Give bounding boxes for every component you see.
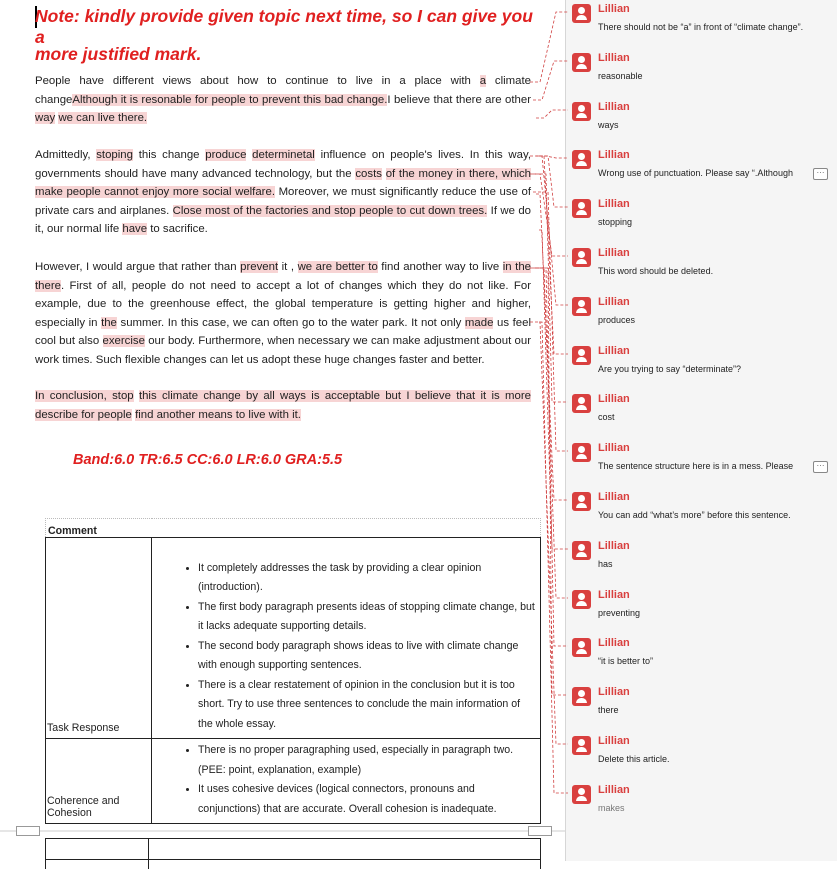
comment-author: Lillian xyxy=(598,101,630,113)
commented-text[interactable]: find another means to live with it. xyxy=(135,408,301,421)
commented-text[interactable]: costs xyxy=(355,167,382,180)
essay-text: find another way to live xyxy=(377,261,503,273)
comment-text: There should not be “a” in front of “climate change”. xyxy=(598,22,804,32)
comment-text: This word should be deleted. xyxy=(598,266,714,276)
essay-text: However, I would argue that rather than xyxy=(35,261,241,273)
comment-card[interactable] xyxy=(570,197,825,243)
comment-author: Lillian xyxy=(598,589,630,601)
criterion-feedback xyxy=(152,739,541,824)
commented-text[interactable]: produce xyxy=(205,149,247,161)
comment-card[interactable] xyxy=(570,148,825,194)
comment-text: has xyxy=(598,559,613,569)
user-avatar-icon xyxy=(572,687,591,706)
comment-author: Lillian xyxy=(598,686,630,698)
comment-card[interactable] xyxy=(570,734,825,780)
feedback-bullet: • It uses cohesive devices (logical connectors, pronouns and conjunctions) that are accurate. Overall cohesion is inadequate. xyxy=(198,780,536,819)
table-row xyxy=(46,538,541,739)
comment-author: Lillian xyxy=(598,540,630,552)
comment-card[interactable] xyxy=(570,392,825,438)
comment-text: You can add “what’s more” before this sentence. xyxy=(598,510,791,520)
essay-text: . First of all, people do not need to accept a lot of changes which they do not like. For example, due to the greenhouse effect, the global temperature is getting higher and higher, especially in xyxy=(35,279,531,329)
essay-text: to sacrifice. xyxy=(147,223,208,236)
commented-text[interactable]: a xyxy=(479,75,487,87)
commented-text[interactable]: in the there xyxy=(35,261,531,292)
feedback-bullet: • The first body paragraph presents ideas of stopping climate change, but it lacks adequate supporting details. xyxy=(198,598,536,637)
user-avatar-icon xyxy=(572,785,591,804)
essay-text: us feel cool but also xyxy=(35,316,531,348)
user-avatar-icon xyxy=(572,492,591,511)
essay-text: it , xyxy=(278,261,298,273)
commented-text[interactable]: stop xyxy=(112,390,134,402)
comment-card[interactable] xyxy=(570,588,825,634)
comment-text: ways xyxy=(598,120,619,130)
essay-text: climate change xyxy=(35,75,531,106)
comment-table xyxy=(45,518,541,824)
commented-text[interactable]: made xyxy=(464,316,494,329)
comment-author: Lillian xyxy=(598,296,630,308)
comment-text: reasonable xyxy=(598,71,643,81)
commented-text[interactable]: the xyxy=(101,316,117,329)
user-avatar-icon xyxy=(572,736,591,755)
commented-text[interactable]: Close most of the factories and stop people to cut down trees. xyxy=(172,204,488,217)
comment-author: Lillian xyxy=(598,637,630,649)
comment-text: cost xyxy=(598,412,615,422)
criterion-label: Task Response xyxy=(46,538,152,739)
essay-paragraph-1[interactable] xyxy=(35,72,531,128)
feedback-bullet: • It completely addresses the task by providing a clear opinion (introduction). xyxy=(198,559,536,598)
comment-author: Lillian xyxy=(598,3,630,15)
comment-text: preventing xyxy=(598,608,641,618)
comment-author: Lillian xyxy=(598,198,630,210)
user-avatar-icon xyxy=(572,638,591,657)
margin-marker-left xyxy=(16,826,40,836)
commented-text[interactable]: way xyxy=(35,112,56,125)
comment-author: Lillian xyxy=(598,52,630,64)
user-avatar-icon xyxy=(572,53,591,72)
essay-text: People have different views about how to continue to live in a place with xyxy=(35,75,480,87)
comment-card[interactable] xyxy=(570,246,825,292)
comment-author: Lillian xyxy=(598,345,630,357)
comment-author: Lillian xyxy=(598,149,630,161)
essay-text: Admittedly, xyxy=(35,149,97,161)
comment-text: Are you trying to say “determinate”? xyxy=(598,364,742,374)
comment-text: there xyxy=(598,705,619,715)
more-options-icon[interactable]: ··· xyxy=(813,461,828,473)
table-divider xyxy=(148,839,149,869)
essay-text: Moreover, we must significantly reduce the use of private cars and airplanes. xyxy=(35,186,531,217)
user-avatar-icon xyxy=(572,541,591,560)
essay-paragraph-3[interactable] xyxy=(35,258,531,370)
comment-text: Delete this article. xyxy=(598,754,670,764)
comment-card[interactable] xyxy=(570,2,825,48)
feedback-list xyxy=(156,741,536,819)
commented-text[interactable]: of the money in there, which make people cannot enjoy more social welfare. xyxy=(35,167,531,199)
essay-text: this change xyxy=(132,149,206,161)
comment-card[interactable] xyxy=(570,636,825,682)
comment-card[interactable] xyxy=(570,51,825,97)
criterion-feedback xyxy=(152,538,541,739)
comment-author: Lillian xyxy=(598,393,630,405)
comment-author: Lillian xyxy=(598,735,630,747)
commented-text[interactable]: prevent xyxy=(240,261,279,273)
comment-author: Lillian xyxy=(598,784,630,796)
user-avatar-icon xyxy=(572,394,591,413)
essay-text: our body. Furthermore, when necessary we can make adjustment about our work times. Such flexible changes can let us adopt these huge changes faster and better. xyxy=(35,335,532,366)
comment-card[interactable] xyxy=(570,783,825,829)
commented-text[interactable]: In conclusion, xyxy=(35,390,113,402)
commented-text[interactable]: this climate change by all ways is acceptable but I believe that it is more describe for people xyxy=(35,390,531,421)
comment-table-header: Comment xyxy=(46,519,541,538)
teacher-note-line-2: more justified mark. xyxy=(35,44,202,64)
user-avatar-icon xyxy=(572,297,591,316)
comment-card[interactable] xyxy=(570,490,825,536)
commented-text[interactable]: we are better to xyxy=(297,261,378,273)
commented-text[interactable]: we can live there. xyxy=(58,112,148,125)
essay-paragraph-4[interactable] xyxy=(35,387,531,424)
user-avatar-icon xyxy=(572,102,591,121)
commented-text[interactable]: stoping xyxy=(96,149,133,161)
commented-text[interactable]: Although it is resonable for people to prevent this bad change. xyxy=(72,93,388,106)
criterion-label: Coherence and Cohesion xyxy=(46,739,152,824)
essay-paragraph-2[interactable] xyxy=(35,146,531,239)
comment-card[interactable] xyxy=(570,100,825,146)
comment-text: Wrong use of punctuation. Please say “.Although xyxy=(598,168,793,178)
comment-author: Lillian xyxy=(598,491,630,503)
essay-text: summer. In this case, we can often go to the water park. It not only xyxy=(116,316,465,329)
essay-text: influence on people's lives. In this way, governments should have many advanced technology, but the xyxy=(35,149,532,180)
user-avatar-icon xyxy=(572,4,591,23)
user-avatar-icon xyxy=(572,443,591,462)
comment-card[interactable] xyxy=(570,539,825,585)
user-avatar-icon xyxy=(572,199,591,218)
comment-text: produces xyxy=(598,315,636,325)
comment-card[interactable] xyxy=(570,685,825,731)
comment-author: Lillian xyxy=(598,247,630,259)
band-score: Band:6.0 TR:6.5 CC:6.0 LR:6.0 GRA:5.5 xyxy=(73,452,343,468)
user-avatar-icon xyxy=(572,150,591,169)
margin-marker-right xyxy=(528,826,552,836)
table-divider xyxy=(46,859,540,860)
comment-text: makes xyxy=(598,803,625,813)
user-avatar-icon xyxy=(572,590,591,609)
feedback-bullet: • There is no proper paragraphing used, especially in paragraph two. (PEE: point, explanation, example) xyxy=(198,741,536,780)
commented-text[interactable]: determinetal xyxy=(252,149,315,161)
user-avatar-icon xyxy=(572,248,591,267)
comment-author: Lillian xyxy=(598,442,630,454)
essay-text: I believe that there are other xyxy=(387,93,531,106)
feedback-bullet: • The second body paragraph shows ideas to live with climate change with enough supporting sentences. xyxy=(198,637,536,676)
comment-text: “it is better to” xyxy=(598,656,654,666)
feedback-bullet: • There is a clear restatement of opinion in the conclusion but it is too short. Try to use three sentences to conclude the main information of the whole essay. xyxy=(198,676,536,735)
next-page-table xyxy=(45,838,541,869)
essay-text: If we do it, our normal life xyxy=(35,204,531,236)
comment-text: The sentence structure here is in a mess. Please xyxy=(598,461,794,471)
commented-text[interactable]: exercise xyxy=(102,335,145,348)
user-avatar-icon xyxy=(572,346,591,365)
feedback-list xyxy=(156,559,536,735)
teacher-note-line-1: Note: kindly provide given topic next time, so I can give you a xyxy=(35,6,533,47)
commented-text[interactable]: have xyxy=(122,223,148,236)
comment-text: stopping xyxy=(598,217,633,227)
page-break xyxy=(0,830,565,832)
table-row xyxy=(46,739,541,824)
comment-card[interactable] xyxy=(570,441,825,487)
more-options-icon[interactable]: ··· xyxy=(813,168,828,180)
comment-card[interactable] xyxy=(570,344,825,390)
comment-card[interactable] xyxy=(570,295,825,341)
